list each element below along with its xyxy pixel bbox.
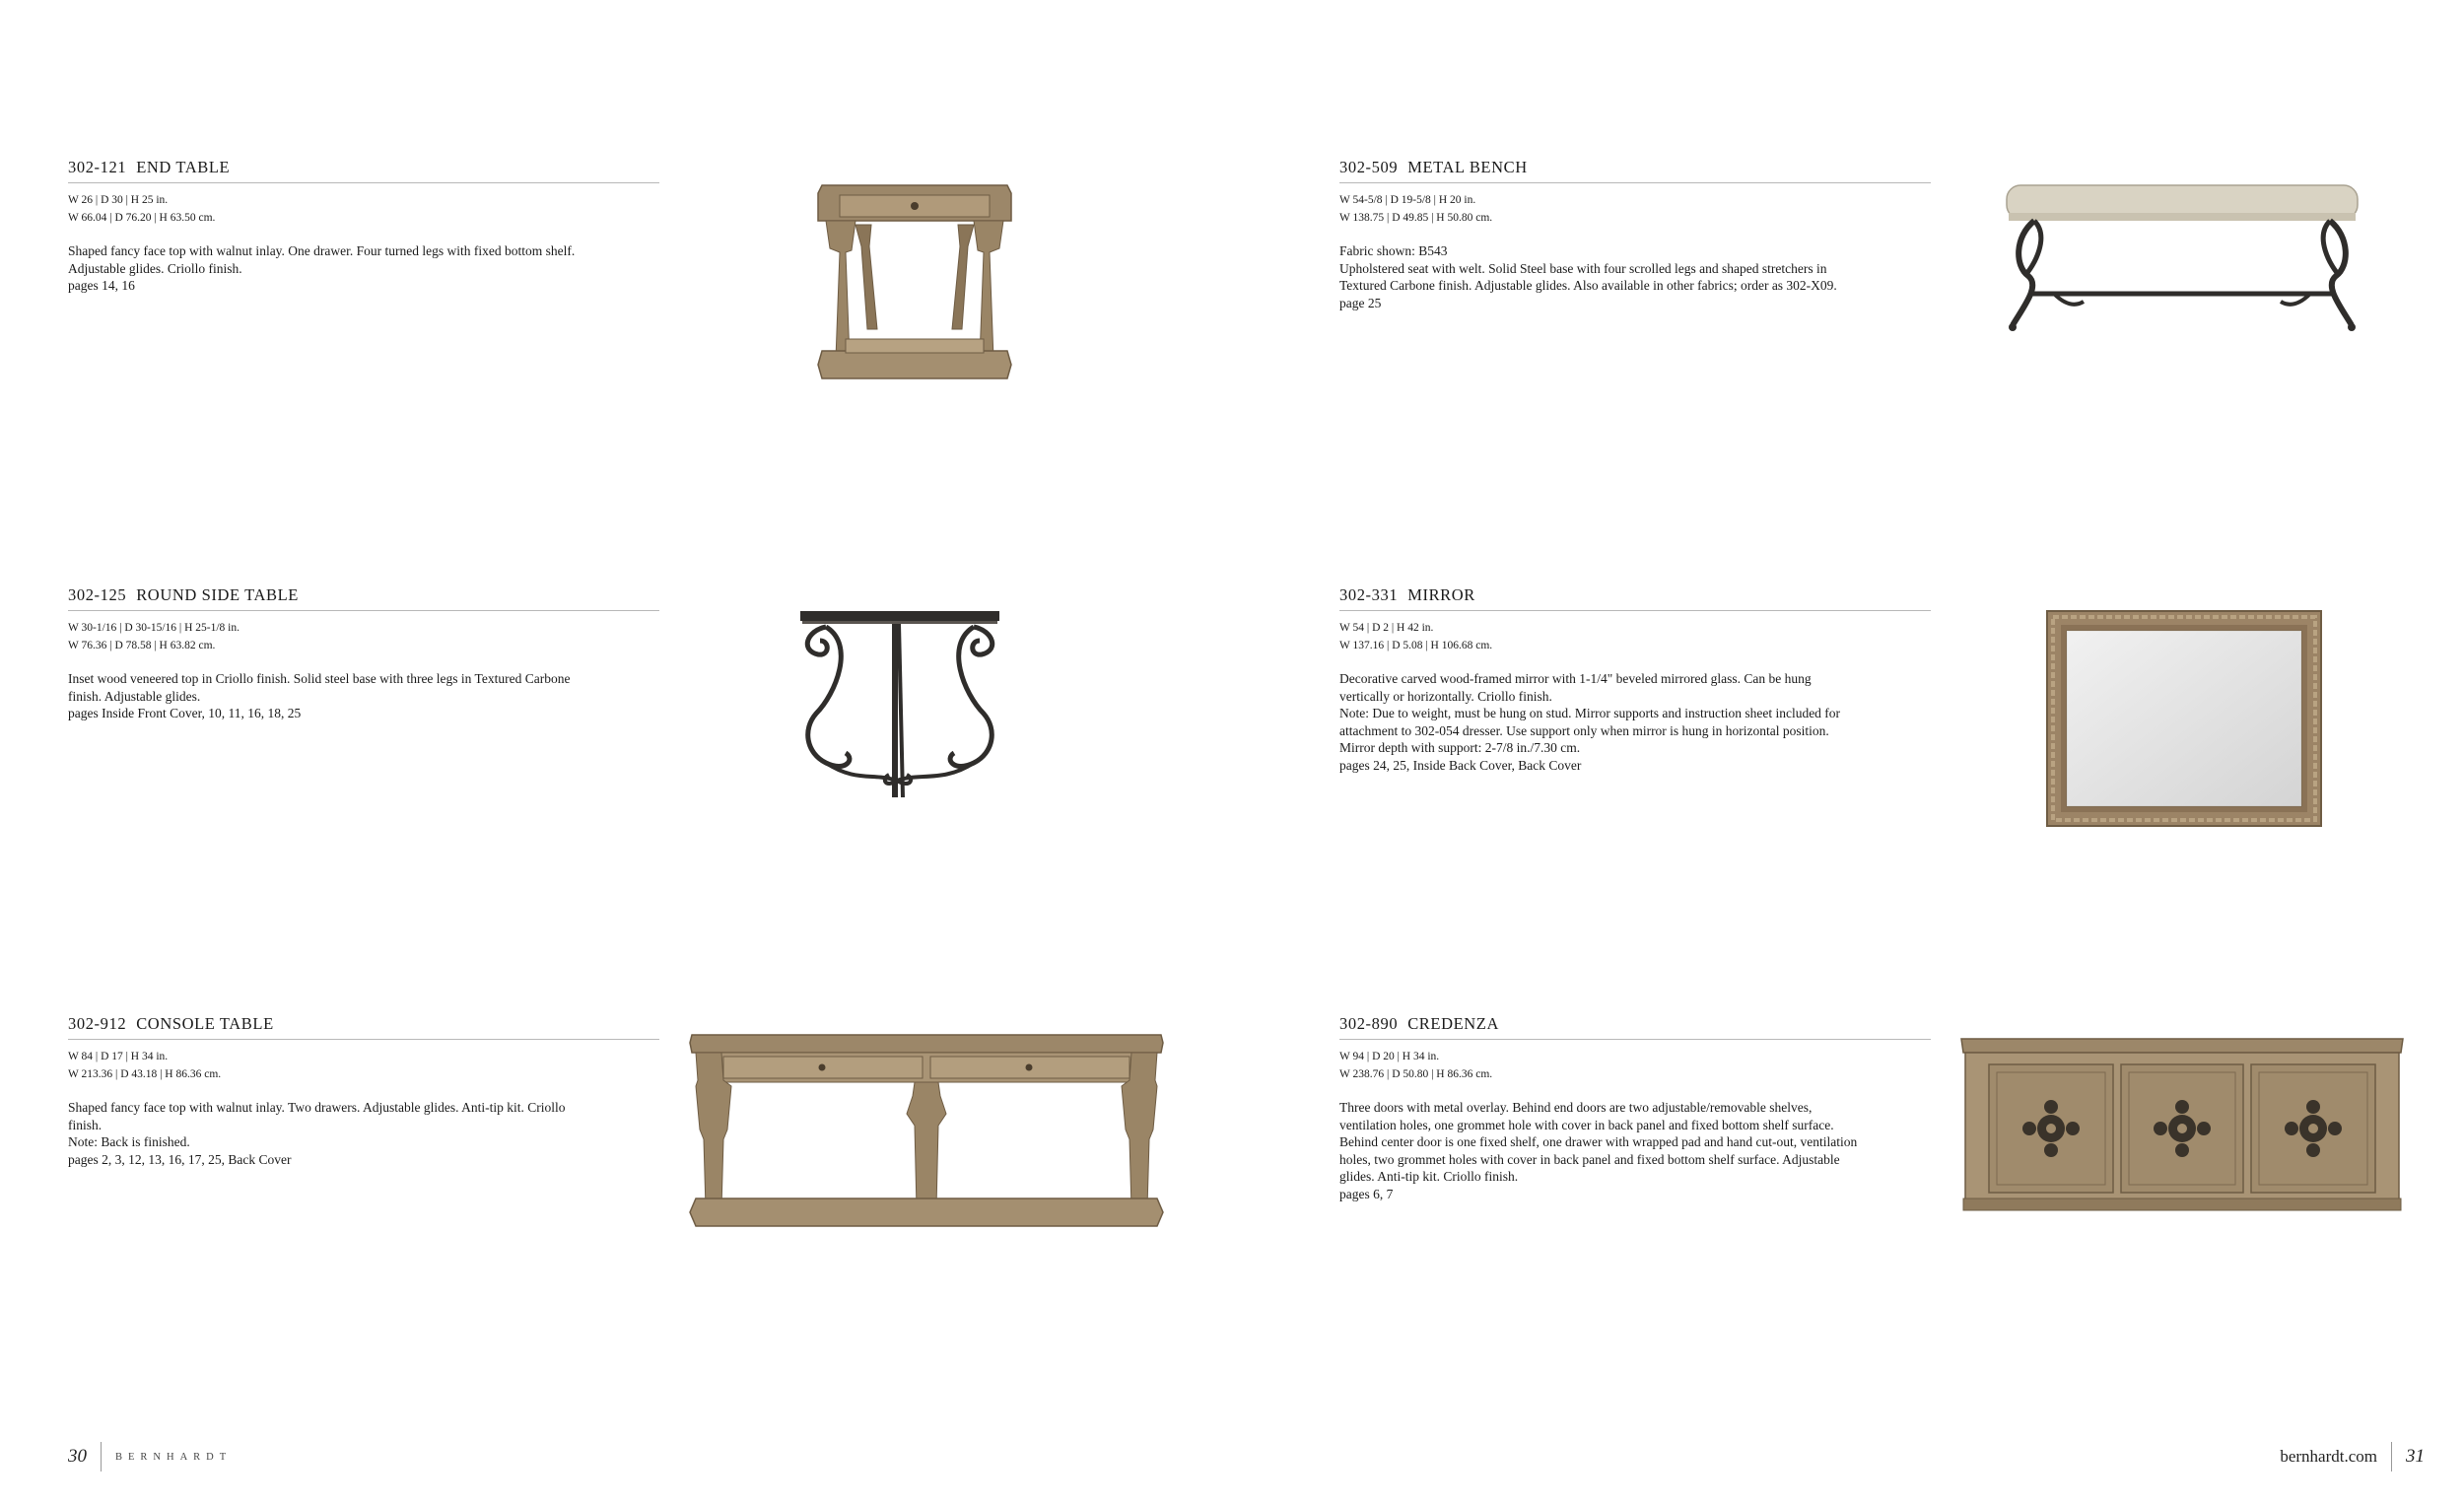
product-name: CREDENZA	[1407, 1014, 1499, 1033]
product-title	[68, 158, 659, 183]
product-name: METAL BENCH	[1407, 158, 1528, 176]
product-credenza	[1339, 1014, 1931, 1202]
description-line: page 25	[1339, 295, 1382, 310]
description-line: finish.	[68, 1117, 103, 1132]
product-title	[1339, 1014, 1931, 1040]
description-line: Shaped fancy face top with walnut inlay. One drawer. Four turned legs with fixed bottom shelf.	[68, 243, 576, 258]
product-title	[68, 1014, 659, 1040]
dimensions-cm: W 66.04 | D 76.20 | H 63.50 cm.	[68, 211, 216, 224]
console-table-image	[688, 1031, 1165, 1230]
product-console-table	[68, 1014, 659, 1168]
product-metal-bench	[1339, 158, 1931, 311]
product-dimensions	[68, 620, 659, 654]
left-page-number: 30	[68, 1446, 87, 1467]
dimensions-inches: W 54 | D 2 | H 42 in.	[1339, 622, 1434, 634]
product-title	[68, 585, 659, 611]
brand-logo: BERNHARDT	[115, 1451, 233, 1463]
product-description	[1339, 1099, 1931, 1202]
product-dimensions	[68, 1049, 659, 1083]
mirror-image	[2045, 609, 2323, 828]
footer-left	[68, 1441, 232, 1472]
description-line: Textured Carbone finish. Adjustable glides. Also available in other fabrics; order as 302-X09.	[1339, 278, 1837, 293]
description-line: Adjustable glides. Criollo finish.	[68, 260, 242, 276]
product-title	[1339, 158, 1931, 183]
dimensions-cm: W 137.16 | D 5.08 | H 106.68 cm.	[1339, 639, 1493, 651]
description-line: Note: Due to weight, must be hung on stud. Mirror supports and instruction sheet included for	[1339, 706, 1841, 720]
end-table-image	[816, 181, 1013, 386]
description-line: pages 24, 25, Inside Back Cover, Back Cover	[1339, 757, 1582, 773]
description-line: ventilation holes, one grommet hole with cover in back panel and fixed bottom shelf surface.	[1339, 1117, 1834, 1132]
description-line: pages 6, 7	[1339, 1186, 1394, 1201]
product-round-side-table	[68, 585, 659, 722]
description-line: Shaped fancy face top with walnut inlay. Two drawers. Adjustable glides. Anti-tip kit. Criollo	[68, 1100, 566, 1115]
description-line: Inset wood veneered top in Criollo finish. Solid steel base with three legs in Textured Carbone	[68, 671, 571, 686]
product-name: END TABLE	[136, 158, 231, 176]
product-sku: 302-509	[1339, 158, 1399, 176]
description-line: Fabric shown: B543	[1339, 243, 1448, 258]
description-line: Upholstered seat with welt. Solid Steel base with four scrolled legs and shaped stretchers in	[1339, 260, 1827, 276]
product-dimensions	[1339, 1049, 1931, 1083]
dimensions-cm: W 213.36 | D 43.18 | H 86.36 cm.	[68, 1067, 222, 1080]
footer-divider	[101, 1442, 102, 1472]
product-mirror	[1339, 585, 1931, 774]
product-description	[1339, 670, 1931, 774]
description-line: pages Inside Front Cover, 10, 11, 16, 18, 25	[68, 706, 302, 720]
description-line: glides. Anti-tip kit. Criollo finish.	[1339, 1169, 1519, 1184]
description-line: pages 2, 3, 12, 13, 16, 17, 25, Back Cover	[68, 1151, 292, 1167]
credenza-image	[1959, 1037, 2405, 1214]
product-end-table	[68, 158, 659, 295]
description-line: attachment to 302-054 dresser. Use support only when mirror is hung in horizontal position.	[1339, 722, 1829, 738]
description-line: vertically or horizontally. Criollo finish.	[1339, 688, 1552, 704]
description-line: Decorative carved wood-framed mirror with 1-1/4" beveled mirrored glass. Can be hung	[1339, 671, 1812, 686]
dimensions-inches: W 54-5/8 | D 19-5/8 | H 20 in.	[1339, 194, 1476, 206]
product-sku: 302-912	[68, 1014, 127, 1033]
product-dimensions	[1339, 620, 1931, 654]
description-line: finish. Adjustable glides.	[68, 688, 201, 704]
dimensions-cm: W 138.75 | D 49.85 | H 50.80 cm.	[1339, 211, 1493, 224]
footer-right	[2280, 1441, 2425, 1472]
product-dimensions	[1339, 192, 1931, 227]
dimensions-inches: W 30-1/16 | D 30-15/16 | H 25-1/8 in.	[68, 622, 240, 634]
dimensions-inches: W 26 | D 30 | H 25 in.	[68, 194, 169, 206]
description-line: Behind center door is one fixed shelf, one drawer with wrapped pad and hand cut-out, ventilation	[1339, 1134, 1858, 1149]
dimensions-cm: W 76.36 | D 78.58 | H 63.82 cm.	[68, 639, 216, 651]
product-name: MIRROR	[1407, 585, 1475, 604]
product-name: ROUND SIDE TABLE	[136, 585, 299, 604]
website-link[interactable]: bernhardt.com	[2280, 1447, 2377, 1466]
description-line: Three doors with metal overlay. Behind end doors are two adjustable/removable shelves,	[1339, 1100, 1813, 1115]
description-line: holes, two grommet holes with cover in back panel and fixed bottom shelf surface. Adjustable	[1339, 1151, 1840, 1167]
product-name: CONSOLE TABLE	[136, 1014, 274, 1033]
product-sku: 302-125	[68, 585, 127, 604]
product-description	[68, 242, 659, 295]
description-line: pages 14, 16	[68, 278, 135, 293]
product-description	[68, 670, 659, 722]
product-sku: 302-890	[1339, 1014, 1399, 1033]
dimensions-inches: W 84 | D 17 | H 34 in.	[68, 1051, 169, 1062]
product-description	[68, 1099, 659, 1168]
footer-divider	[2391, 1442, 2392, 1472]
right-page-number: 31	[2406, 1446, 2425, 1467]
dimensions-cm: W 238.76 | D 50.80 | H 86.36 cm.	[1339, 1067, 1493, 1080]
product-description	[1339, 242, 1931, 311]
product-sku: 302-121	[68, 158, 127, 176]
dimensions-inches: W 94 | D 20 | H 34 in.	[1339, 1051, 1440, 1062]
product-dimensions	[68, 192, 659, 227]
metal-bench-image	[1995, 177, 2369, 335]
round-side-table-image	[796, 605, 1003, 812]
product-title	[1339, 585, 1931, 611]
description-line: Mirror depth with support: 2-7/8 in./7.30 cm.	[1339, 740, 1581, 755]
product-sku: 302-331	[1339, 585, 1399, 604]
description-line: Note: Back is finished.	[68, 1134, 190, 1149]
